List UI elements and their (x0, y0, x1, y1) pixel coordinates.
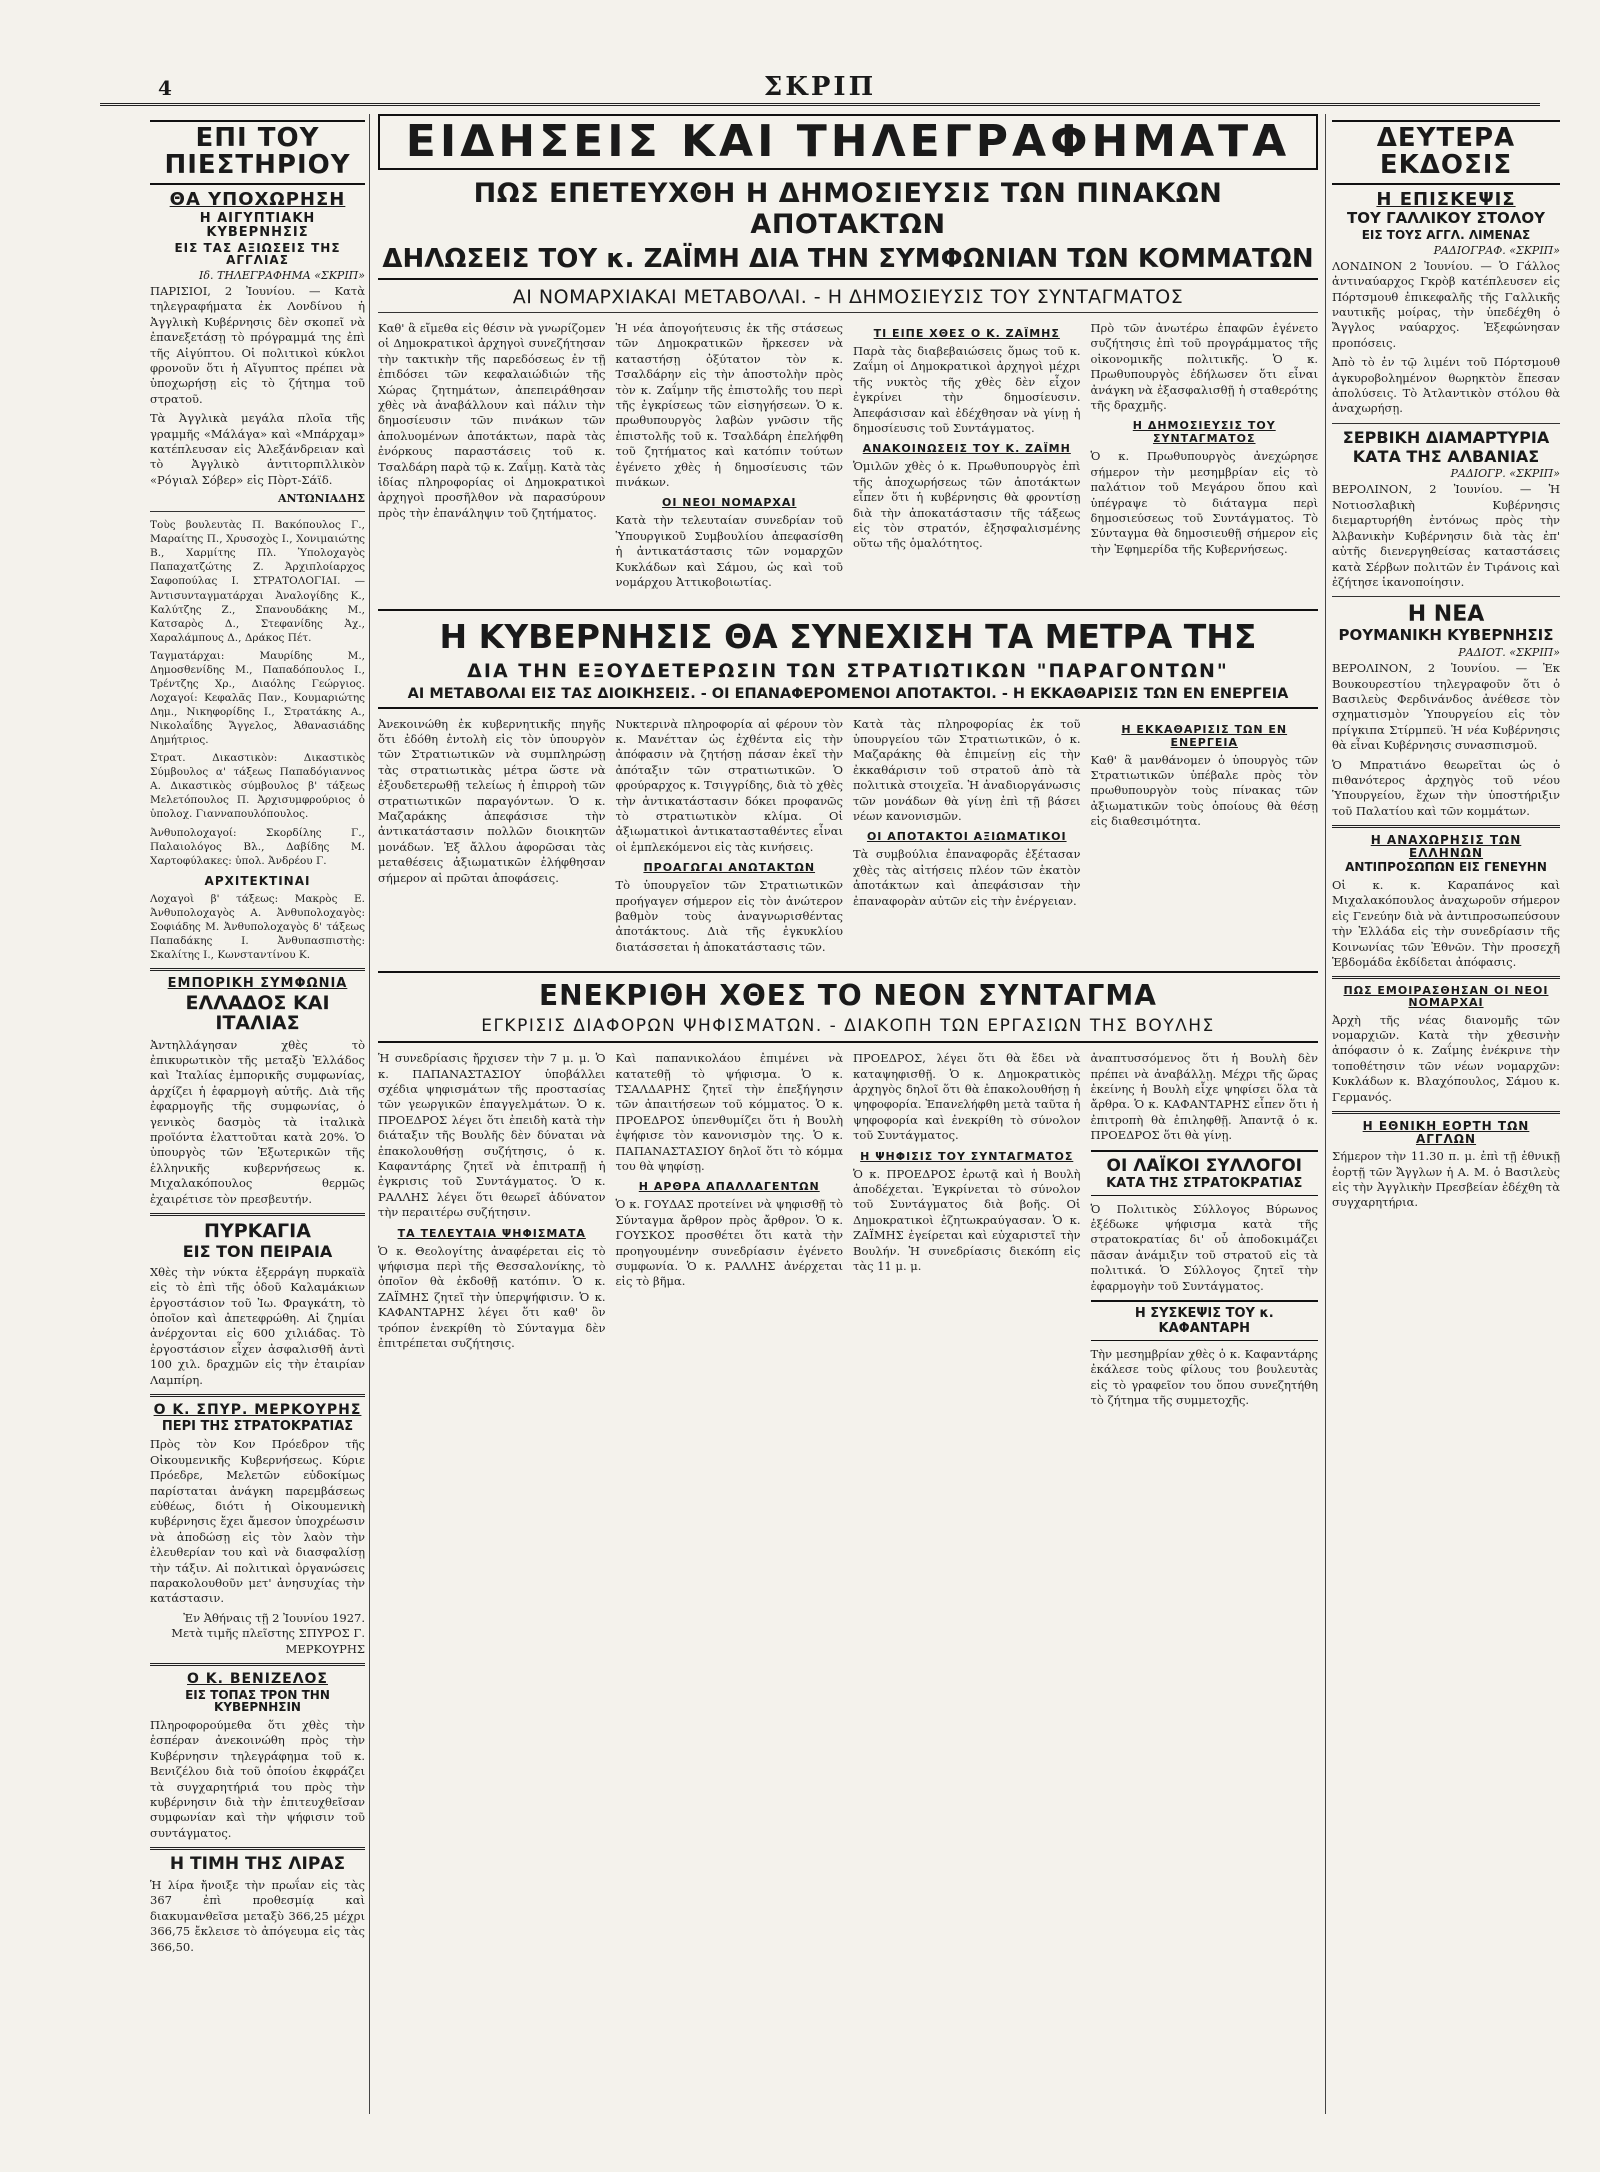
news-columns-2 (378, 717, 1318, 960)
signature: ΑΝΤΩΝΙΑΔΗΣ (277, 492, 365, 506)
fleet-headline-2: ΤΟΥ ΓΑΛΛΙΚΟΥ ΣΤΟΛΟΥ (1347, 209, 1545, 228)
dateline: Ιδ. ΤΗΛΕΓΡΑΦΗΜΑ «ΣΚΡΙΠ» (199, 268, 365, 282)
serbia-dateline: ΡΑΔΙΟΓΡ. «ΣΚΡΙΠ» (1450, 467, 1560, 481)
news-columns-3 (378, 1051, 1318, 1413)
promotions-text: Τὸ ὑπουργεῖον τῶν Στρατιωτικῶν προήγαγεν σήμερον εἰς τὸν ἀνώτερον βαθμὸν τοὺς ἀναγνωρισθέντας ἀποτάκτους. Διὰ τῆς ἐγκυκλίου διατάσσεται ἡ ἀποκατάστασις τῶν. (615, 878, 843, 954)
merkouris-text: Πρὸς τὸν Κον Πρόεδρον τῆς Οἰκουμενικῆς Κυβερνήσεως. Κύριε Πρόεδρε, Μελετῶν εὐδοκίμως παρίσταται ἀνάγκη παρεμβάσεως εὐθέως, διότι ἡ Οἰκουμενικὴ κυβέρνησις ἔχει ἄμεσον ὑποχρέωσιν νὰ ἀποδώσῃ εἰς τὸν λαὸν τὴν ἐλευθερίαν του καὶ νὰ διασφαλίσῃ τὴν τάξιν. Αἱ πολιτικαὶ ὀργανώσεις παρακολουθοῦν μετ' ἀνησυχίας τὴν κατάστασιν. (150, 1437, 365, 1606)
merkouris-signature: Ἐν Ἀθήναις τῇ 2 Ἰουνίου 1927. Μετὰ τιμῆς πλεῖστης ΣΠΥΡΟΣ Γ. ΜΕΡΚΟΥΡΗΣ (171, 1610, 365, 1656)
articles-text: Ὁ κ. ΓΟΥΔΑΣ προτείνει νὰ ψηφισθῇ τὸ Σύνταγμα ἄρθρον πρὸς ἄρθρον. Ὁ κ. ΓΟΥΣΚΟΣ προσθέτει ὅτι κατὰ τὴν προηγουμένην συνεδρίασιν ἐγένετο συμφωνία. Ὁ κ. ΡΑΛΛΗΣ ἀνέρχεται εἰς τὸ βῆμα. (615, 1197, 843, 1289)
retired-officers-head: ΟΙ ΑΠΟΤΑΚΤΟΙ ΑΞΙΩΜΑΤΙΚΟΙ (866, 830, 1067, 844)
rubric-second-edition: ΔΕΥΤΕΡΑ ΕΚΔΟΣΙΣ (1332, 120, 1560, 185)
kafantaris-text: Τὴν μεσημβρίαν χθὲς ὁ κ. Καφαντάρης ἐκάλεσε τοὺς φίλους του βουλευτὰς εἰς τὸ γραφεῖον του ὅπου συνεζητήθη τὸ ζήτημα τῆς συμμετοχῆς. (1090, 1347, 1318, 1408)
fleet-text-1: ΛΟΝΔΙΝΟΝ 2 Ἰουνίου. — Ὁ Γάλλος ἀντιναύαρχος Γκρὸβ κατέπλευσεν εἰς Πόρτσμουθ ἐπικεφαλῆς τῆς Γαλλικῆς ναυτικῆς μοίρας, τὴν ὑπεδέχθη ὁ Ἄγγλος ναύαρχος. Ἐξεφώνησαν προπόσεις. (1332, 258, 1560, 350)
egypt-headline-1: ΘΑ ΥΠΟΧΩΡΗΣΗ (169, 188, 346, 210)
promotions-head: ΠΡΟΑΓΩΓΑΙ ΑΝΩΤΑΚΤΩΝ (643, 861, 816, 875)
serbia-headline-2: ΚΑΤΑ ΤΗΣ ΑΛΒΑΝΙΑΣ (1352, 446, 1540, 466)
prefects-headline: ΠΩΣ ΕΜΟΙΡΑΣΘΗΣΑΝ ΟΙ ΝΕΟΙ ΝΟΜΑΡΧΑΙ (1343, 984, 1549, 1009)
treaty-text: Ἀντηλλάγησαν χθὲς τὸ ἐπικυρωτικὸν τῆς μεταξὺ Ἑλλάδος καὶ Ἰταλίας ἐμπορικῆς συμφωνίας, ἀρχίζει ἡ ἐφαρμογὴ αὐτῆς. Διὰ τῆς ἐφαρμογῆς τῆς συμφωνίας, ὁ γενικὸς δασμὸς τὰ ἰταλικὰ προϊόντα ἐλαττοῦται κατὰ 20%. Ὁ ὑπουργὸς τῶν Ἐξωτερικῶν τῆς ἑλληνικῆς κυβερνήσεως κ. Μιχαλακόπουλος θερμῶς ἐχαιρέτισε τὸν πρεσβευτήν. (150, 1037, 365, 1206)
gov-text-2: Νυκτερινὰ πληροφορία αἱ φέρουν τὸν κ. Μανέτταν ὡς ἐχθέντα εἰς τὴν ἀπόφασιν νὰ ζητήσῃ πάσαν ἐκεῖ τὴν ἀπόταξιν τῶν στρατιωτικῶν. Ὁ φρούραρχος κ. Τσιγγρίδης, διὰ τὸ χθὲς τὴν ἀντικατάστασιν δόκει προφανῶς τὸ στρατιωτικὸν κλίμα. Οἱ ἀξιωματικοὶ ἀντικατασταθέντες εἶναι οἱ ἐμπλεκόμενοι εἰς τὰς κινήσεις. (615, 716, 843, 854)
fleet-dateline: ΡΑΔΙΟΓΡΑΦ. «ΣΚΡΙΠ» (1433, 243, 1560, 257)
treaty-headline: ΕΛΛΑΔΟΣ ΚΑΙ ΙΤΑΛΙΑΣ (185, 991, 330, 1034)
government-headline: Η ΚΥΒΕΡΝΗΣΙΣ ΘΑ ΣΥΝΕΧΙΣΗ ΤΑ ΜΕΤΡΑ ΤΗΣ (378, 609, 1318, 656)
zaimis-announce-text: Ὁμιλῶν χθὲς ὁ κ. Πρωθυπουργὸς ἐπὶ τῆς ἀποχωρήσεως τῶν ἀποτάκτων εἶπεν ὅτι ἡ κυβέρνησις θὰ φροντίσῃ διὰ τὴν ἀποκατάστασιν τῆς τάξεως εἰς τὸν στρατόν, ἐξησφαλισμένης οὕτω τῆς ὁμαλότητος. (853, 459, 1081, 551)
retired-officers-text: Τὰ συμβούλια ἐπαναφορᾶς ἐξέτασαν χθὲς τὰς αἰτήσεις πλέον τῶν ἑκατὸν ἀποτάκτων καὶ ἀπεφάσισαν τὴν ἐπαναφορὰν αὐτῶν εἰς τὴν ἐνέργειαν. (853, 847, 1081, 908)
zaimis-said-text: Παρὰ τὰς διαβεβαιώσεις ὅμως τοῦ κ. Ζαΐμη οἱ Δημοκρατικοὶ ἀρχηγοὶ μέχρι τῆς νυκτὸς τῆς χθὲς δὲν εἶχον ἐγκρίνει τὴν δημοσίευσιν. Ἀπεφάσισαν καὶ ἐδέχθησαν νὰ γίνῃ ἡ δημοσίευσις τοῦ Συντάγματος. (853, 344, 1081, 436)
promotions-text-3: Στρατ. Δικαστικὸν: Δικαστικὸς Σύμβουλος α' τάξεως Παπαδόγιαννος Α. Δικαστικὸς σύμβουλος β' τάξεως Μελετόπουλος Π. Ἀρχισυμφρούριος ὁ ὑπολοχ. Γιανναπουλόπουλος. (150, 752, 365, 821)
fire-text: Χθὲς τὴν νύκτα ἐξερράγη πυρκαϊὰ εἰς τὸ ἐπὶ τῆς ὁδοῦ Καλαμάκιων ἐργοστάσιον τοῦ Ἰω. Φραγκάτη, τὸ ὁποῖον καὶ ἀπετεφρώθη. Αἱ ζημίαι ἀνέρχονται εἰς 600 χιλιάδας. Τὸ ἐργοστάσιον εἶχεν ἀσφαλισθῆ ἀντὶ 100 χιλ. δραχμῶν εἰς τὴν ἐταιρίαν Λαμπίρη. (150, 1264, 365, 1387)
left-column (150, 114, 370, 2114)
page-number: 4 (158, 76, 172, 100)
festival-text: Σήμερον τὴν 11.30 π. μ. ἐπὶ τῇ ἐθνικῇ ἑορτῇ τῶν Ἄγγλων ἡ Α. Μ. ὁ Βασιλεὺς εἰς τὴν Ἀγγλικὴν Πρεσβείαν ἐδέχθη τὰ συγχαρητήρια. (1332, 1149, 1560, 1210)
fire-kicker: ΠΥΡΚΑΓΙΑ (204, 1220, 311, 1243)
constitution-subheadline: ΕΓΚΡΙΣΙΣ ΔΙΑΦΟΡΩΝ ΨΗΦΙΣΜΑΤΩΝ. - ΔΙΑΚΟΠΗ ΤΩΝ ΕΡΓΑΣΙΩΝ ΤΗΣ ΒΟΥΛΗΣ (378, 1016, 1318, 1043)
geneva-headline-2: ΑΝΤΙΠΡΟΣΩΠΩΝ ΕΙΣ ΓΕΝΕΥΗΝ (1345, 860, 1547, 875)
geneva-text: Οἱ κ. κ. Καραπάνος καὶ Μιχαλακόπουλος ἀναχωροῦν σήμερον εἰς Γενεύην διὰ νὰ ἀντιπροσωπεύσουν τὴν Ἑλλάδα εἰς τὴν συνεδρίασιν τῆς Κοινωνίας τῶν Ἐθνῶν. Τὴν προσεχῆ Ἑβδομάδα ἐκδίδεται ἀπόφασις. (1332, 878, 1560, 970)
fire-headline: ΕΙΣ ΤΟΝ ΠΕΙΡΑΙΑ (182, 1241, 333, 1261)
venizelos-text: Πληροφορούμεθα ὅτι χθὲς τὴν ἑσπέραν ἀνεκοινώθη πρὸς τὴν Κυβέρνησιν τηλεγράφημα τοῦ κ. Βενιζέλου διὰ τοῦ ὁποίου ἐκφράζει τὰ συγχαρητήριά του πρὸς τὴν κυβέρνησιν διὰ τὴν ἐπιτευχθεῖσαν συμφωνίαν καὶ τὴν ψήφισιν τοῦ συντάγματος. (150, 1717, 365, 1840)
headline-1: ΠΩΣ ΕΠΕΤΕΥΧΘΗ Η ΔΗΜΟΣΙΕΥΣΙΣ ΤΩΝ ΠΙΝΑΚΩΝ ΑΠΟΤΑΚΤΩΝ (473, 178, 1223, 240)
egypt-text-1: ΠΑΡΙΣΙΟΙ, 2 Ἰουνίου. — Κατὰ τηλεγραφήματα ἐκ Λονδίνου ἡ Ἀγγλικὴ Κυβέρνησις δὲν σκοπεῖ νὰ ἐπανεξετάσῃ τὸ πρόγραμμά της ἐπὶ τῆς Αἰγύπτου. Οἱ πολιτικοὶ κύκλοι φρονοῦν ὅτι ἡ Αἴγυπτος πρέπει νὰ ὑποχωρήσῃ εἰς τὸ ζήτημα τοῦ στρατοῦ. (150, 283, 365, 406)
treaty-kicker: ΕΜΠΟΡΙΚΗ ΣΥΜΦΩΝΙΑ (167, 976, 348, 992)
last-resolutions-text: Ὁ κ. Θεολογίτης ἀναφέρεται εἰς τὸ ψήφισμα περὶ τῆς Θεσσαλονίκης, τὸ ὁποῖον θὰ ἐκδοθῇ κατόπιν. Ὁ κ. ΖΑΪΜΗΣ ζητεῖ τὴν ὑπερψήφισιν. Ὁ κ. ΚΑΦΑΝΤΑΡΗΣ λέγει ὅτι καθ' ὃν τρόπον ἐνεκρίθη τὸ Σύνταγμα δὲν ἐπιτρέπεται συζήτησις. (378, 1243, 606, 1351)
vote-text: Ὁ κ. ΠΡΟΕΔΡΟΣ ἐρωτᾷ καὶ ἡ Βουλὴ ἀποδέχεται. Ἐγκρίνεται τὸ σύνολον τοῦ Συντάγματος διὰ βοῆς. Οἱ Δημοκρατικοὶ ἐζητωκραύγασαν. Ὁ κ. ΖΑΪΜΗΣ ἐγείρεται καὶ εὐχαριστεῖ τὴν Βουλήν. Ἡ συνεδρίασις διεκόπη εἰς τὰς 11 μ. μ. (853, 1166, 1081, 1274)
articles-head: Η ΑΡΘΡΑ ΑΠΑΛΛΑΓΕΝΤΩΝ (638, 1180, 820, 1194)
constitution-publication-head: Η ΔΗΜΟΣΙΕΥΣΙΣ ΤΟΥ ΣΥΝΤΑΓΜΑΤΟΣ (1132, 419, 1276, 446)
new-prefects-head: ΟΙ ΝΕΟΙ ΝΟΜΑΡΧΑΙ (662, 496, 797, 510)
architects-text: Λοχαγοὶ β' τάξεως: Μακρὸς Ε. Ἀνθυπολοχαγὸς Α. Ἀνθυπολοχαγὸς: Σοφιάδης Μ. Ἀνθυπολοχαγὸς δ' τάξεως Παπαδάκης Ι. Ἀνθυπασπιστὴς: Σκαλίτης Ι., Κωνσταντίνου Κ. (150, 892, 365, 961)
gov-text-1: Ἀνεκοινώθη ἐκ κυβερνητικῆς πηγῆς ὅτι ἐδόθη ἐντολὴ εἰς τὸν ὑπουργὸν τῶν Στρατιωτικῶν νὰ συμπληρώσῃ τὰς στρατιωτικὰς μέτρα ὥστε νὰ ἐξουδετερωθῇ τελείως ἡ ἐπιρροὴ τῶν στρατιωτικῶν παραγόντων. Ὁ κ. Μαζαράκης ἀπεφάσισε τὴν ἀντικατάστασιν πολλῶν διοικητῶν μονάδων. Ἐξ ἄλλου ἀφορῶσαι τὰς μεταθέσεις ἀξιωματικῶν ἐλήφθησαν σήμερον αἱ πρῶται ἀποφάσεις. (378, 716, 606, 885)
headline-2: ΔΗΛΩΣΕΙΣ ΤΟΥ κ. ΖΑΪΜΗ ΔΙΑ ΤΗΝ ΣΥΜΦΩΝΙΑΝ ΤΩΝ ΚΟΜΜΑΤΩΝ (378, 244, 1318, 280)
clubs-head (1091, 1150, 1319, 1196)
session-text-4: ἀναπτυσσόμενος ὅτι ἡ Βουλὴ δὲν πρέπει νὰ ἀναβάλλῃ. Μέχρι τῆς ὥρας ἐκείνης ἡ Βουλὴ εἶχε ψηφίσει ὅλα τὰ ἄρθρα. Ὁ κ. ΚΑΦΑΝΤΑΡΗΣ εἶπεν ὅτι ἡ ἐπιτροπὴ θὰ ἐπιληφθῇ. Ἀπαντᾷ ὁ κ. ΠΡΟΕΔΡΟΣ ὅτι θὰ γίνῃ. (1090, 1051, 1318, 1143)
last-resolutions-head: ΤΑ ΤΕΛΕΥΤΑΙΑ ΨΗΦΙΣΜΑΤΑ (397, 1226, 586, 1240)
vote-head: Η ΨΗΦΙΣΙΣ ΤΟΥ ΣΥΝΤΑΓΜΑΤΟΣ (860, 1149, 1074, 1163)
clubs-head-2: ΚΑΤΑ ΤΗΣ ΣΤΡΑΤΟΚΡΑΤΙΑΣ (1106, 1175, 1303, 1191)
merkouris-kicker: Ο Κ. ΣΠΥΡ. ΜΕΡΚΟΥΡΗΣ (153, 1402, 362, 1419)
promotions-text-2: Ταγματάρχαι: Μαυρίδης Μ., Δημοσθενίδης Μ., Παπαδόπουλος Ι., Τρέντζης Χρ., Διαόλης Γεώργιος. Λοχαγοί: Κεφαλᾶς Παν., Κουμαριώτης Δημ., Νικηφορίδης Ι., Στρατάκης Α., Νικολαΐδης Ἄγγελος, Ἀθανασιάδης Δημήτριος. (150, 649, 365, 747)
fleet-headline-1: Η ΕΠΙΣΚΕΨΙΣ (1376, 188, 1516, 210)
rubric-press: ΕΠΙ ΤΟΥ ΠΙΕΣΤΗΡΙΟΥ (150, 120, 365, 185)
egypt-headline-2: Η ΑΙΓΥΠΤΙΑΚΗ ΚΥΒΕΡΝΗΣΙΣ (199, 211, 316, 241)
newspaper-name: ΣΚΡΙΠ (763, 72, 877, 102)
news-text-a1: Καθ' ἃ εἴμεθα εἰς θέσιν νὰ γνωρίζομεν οἱ Δημοκρατικοὶ ἀρχηγοὶ συνεζήτησαν τὴν τακτικὴν τῆς παρεδόσεως ἐν τῇ ἐπιδόσει τῶν κεφαλαιώδιών τῆς Χώρας ζητημάτων, ἀπεπειράθησαν χθὲς νὰ ἀναβάλλουν καὶ πάλιν τὴν δημοσίευσιν τῶν πινάκων τῶν ἀπολυομένων ἀποτάκτων, παρὰ τὰς ἐνόρκους παραστάσεις τοῦ κ. Τσαλδάρη παρὰ τῷ κ. Ζαΐμῃ. Κατὰ τὰς ἰδίας πληροφορίας οἱ Δημοκρατικοὶ ἀρχηγοὶ προσῆλθον νὰ παρασύρουν πρὸς τὴν ἐπανάληψιν τοῦ ζητήματος. (378, 321, 606, 520)
session-text-1: Ἡ συνεδρίασις ἤρχισεν τὴν 7 μ. μ. Ὁ κ. ΠΑΠΑΝΑΣΤΑΣΙΟΥ ὑποβάλλει σχέδια ψηφισμάτων τῆς προστασίας τῶν γεωργικῶν ἐπαγγελμάτων. Ὁ κ. ΠΡΟΕΔΡΟΣ λέγει ὅτι ἐπειδὴ κατὰ τὴν διάταξιν τῆς Βουλῆς δὲν δύναται νὰ ἐπακολουθήσῃ συζήτησις, ὁ κ. Καφαντάρης ζητεῖ νὰ ἐπιτραπῇ ἡ ἐγκρισις τοῦ Συντάγματος. Ὁ κ. ΡΑΛΛΗΣ λέγει ὅτι θεωρεῖ ἀδύνατον τὴν περαιτέρω συζήτησιν. (378, 1051, 606, 1220)
kafantaris-head: Η ΣΥΣΚΕΨΙΣ ΤΟΥ κ. ΚΑΦΑΝΤΑΡΗ (1091, 1300, 1319, 1341)
purge-head: Η ΕΚΚΑΘΑΡΙΣΙΣ ΤΩΝ ΕΝ ΕΝΕΡΓΕΙΑ (1121, 722, 1288, 749)
romania-headline-1: Η ΝΕΑ (1407, 602, 1485, 628)
romania-dateline: ΡΑΔΙΟΤ. «ΣΚΡΙΠ» (1458, 646, 1560, 660)
constitution-headline: ΕΝΕΚΡΙΘΗ ΧΘΕΣ ΤΟ ΝΕΟΝ ΣΥΝΤΑΓΜΑ (378, 971, 1318, 1012)
fleet-text-2: Ἀπὸ τὸ ἐν τῷ λιμένι τοῦ Πόρτσμουθ ἀγκυροβολημένον θωρηκτὸν ἔπεσαν ἀπολύσεις. Τὸ Ἀτλαντικὸν στόλου θὰ ἀναχωρήσῃ. (1332, 355, 1560, 416)
right-column (1325, 114, 1560, 2114)
egypt-text-2: Τὰ Ἀγγλικὰ μεγάλα πλοῖα τῆς γραμμῆς «Μάλάγα» καὶ «Μπάρχαμ» κατέπλευσαν εἰς Ἀλεξάνδρειαν καὶ τὸ Ἀγγλικὸ ἀντιτορπιλλικὸν «Ρόγιαλ Σόβερ» εἰς Πὸρτ-Σάϊδ. (150, 411, 365, 487)
geneva-headline-1: Η ΑΝΑΧΩΡΗΣΙΣ ΤΩΝ ΕΛΛΗΝΩΝ (1370, 833, 1522, 860)
promotions-text-1: Τοὺς βουλευτὰς Π. Βακόπουλος Γ., Μαραίτης Π., Χρυσοχὸς Ι., Χονιμαιώτης Β., Χαρμίτης Πλ. Ὑπολοχαγὸς Παπαχατζώτης Ζ. Ἀρχιπλοίαρχος Σαφοπούλας Ι. ΣΤΡΑΤΟΛΟΓΙΑΙ. — Ἀντισυνταγματάρχαι Ἀναλογίδης Κ., Καλύτζης Ζ., Σπανουδάκης Μ., Κατσαρὸς Δ., Στεφανίδης Ἀχ., Χαραλάμπους Δ., Δράκος Πέτ. (150, 519, 365, 644)
romania-headline-2: ΡΟΥΜΑΝΙΚΗ ΚΥΒΕΡΝΗΣΙΣ (1338, 626, 1554, 645)
promotions-text-4: Ἀνθυπολοχαγοί: Σκορδίλης Γ., Παλαιολόγος Βλ., Δαβίδης Μ. Χαρτοφύλακες: ὑπολ. Ἀνδρέου Γ. (150, 826, 365, 867)
zaimis-announce-head: ΑΝΑΚΟΙΝΩΣΕΙΣ ΤΟΥ Κ. ΖΑΪΜΗ (862, 442, 1071, 456)
clubs-text: Ὁ Πολιτικὸς Σύλλογος Βύρωνος ἐξέδωκε ψήφισμα κατὰ τῆς στρατοκρατίας δι' οὗ ἀποδοκιμάζει πᾶσαν ἀνάμιξιν τοῦ στρατοῦ εἰς τὰ πολιτικά. Ὁ Σύλλογος ζητεῖ τὴν ἐφαρμογὴν τοῦ Συντάγματος. (1090, 1201, 1318, 1293)
prefects-text: Ἀρχὴ τῆς νέας διανομῆς τῶν νομαρχιῶν. Κατὰ τὴν χθεσινὴν ἀπόφασιν ὁ κ. Ζαΐμης ἐνέκρινε τὴν τοποθέτησιν τῶν νέων νομαρχῶν: Κυκλάδων κ. Βλαχόπουλος, Σάμου κ. Γερμανός. (1332, 1012, 1560, 1104)
romania-text-2: Ὁ Μπρατιάνο θεωρεῖται ὡς ὁ πιθανότερος ἀρχηγὸς τοῦ νέου Ὑπουργείου, ἔχων τὴν ὑποστήριξιν τοῦ Παλατίου καὶ τῶν κομμάτων. (1332, 757, 1560, 818)
purge-text: Καθ' ἃ μανθάνομεν ὁ ὑπουργὸς τῶν Στρατιωτικῶν ὑπέβαλε πρὸς τὸν πρωθυπουργὸν τοὺς πίνακας τῶν ἀξιωματικῶν τοὺς ὁποίους θὰ θέσῃ εἰς διαθεσιμότητα. (1090, 752, 1318, 829)
session-text-2: Καὶ παπανικολάου ἐπιμένει νὰ κατατεθῇ τὸ ψήφισμα. Ὁ κ. ΤΣΑΛΔΑΡΗΣ ζητεῖ τὴν ἐπεξήγησιν τῶν ἀπαιτήσεων τοῦ κόμματος. Ὁ κ. ΠΡΟΕΔΡΟΣ ὑπενθυμίζει ὅτι ἡ Βουλὴ ἐψήφισε τὸν κανονισμὸν της. Ὁ κ. ΠΑΠΑΝΑΣΤΑΣΙΟΥ δηλοῖ ὅτι τὸ κόμμα του θὰ ψηφίσῃ. (615, 1051, 843, 1174)
news-columns-1 (378, 321, 1318, 595)
zaimis-said-head: ΤΙ ΕΙΠΕ ΧΘΕΣ Ο Κ. ΖΑΪΜΗΣ (873, 327, 1060, 340)
festival-headline: Η ΕΘΝΙΚΗ ΕΟΡΤΗ ΤΩΝ ΑΓΓΛΩΝ (1362, 1118, 1530, 1146)
news-text-a4: Πρὸ τῶν ἀνωτέρω ἐπαφῶν ἐγένετο συζήτησις ἐπὶ τοῦ προγράμματος τῆς οἰκονομικῆς πολιτικῆς. Ὁ κ. Πρωθυπουργὸς ἐδήλωσεν ὅτι εἶναι ἀνάγκη νὰ ἐξασφαλισθῇ ἡ σταθερότης τῆς δραχμῆς. (1090, 321, 1318, 413)
session-text-3: ΠΡΟΕΔΡΟΣ, λέγει ὅτι θὰ ἔδει νὰ καταψηφισθῇ. Ὁ κ. Δημοκρατικὸς ἀρχηγὸς δηλοῖ ὅτι θὰ ἐπακολουθήσῃ ἡ ψηφοφορία. Ἐπανελήφθη μετὰ ταῦτα ἡ ψηφοφορία καὶ ἐνεκρίθη τὸ σύνολον τοῦ Συντάγματος. (853, 1051, 1081, 1143)
section-banner: ΕΙΔΗΣΕΙΣ ΚΑΙ ΤΗΛΕΓΡΑΦΗΜΑΤΑ (378, 114, 1318, 170)
new-prefects-text: Κατὰ τὴν τελευταίαν συνεδρίαν τοῦ Ὑπουργικοῦ Συμβουλίου ἀπεφασίσθη ἡ ἀντικατάστασις τῶν νομαρχῶν Κυκλάδων καὶ Σάμου, ὡς καὶ τοῦ νομάρχου Ἀττικοβοιωτίας. (615, 513, 843, 590)
fleet-headline-3: ΕΙΣ ΤΟΥΣ ΑΓΓΛ. ΛΙΜΕΝΑΣ (1361, 228, 1531, 243)
venizelos-headline: ΕΙΣ ΤΟΠΑΣ ΤΡΟΝ ΤΗΝ ΚΥΒΕΡΝΗΣΙΝ (185, 1687, 330, 1715)
constitution-publication-text: Ὁ κ. Πρωθυπουργὸς ἀνεχώρησε σήμερον τὴν μεσημβρίαν εἰς τὸ παλάτιον τοῦ Μεγάρου ὅπου καὶ ὑπέγραψε τὸ διάταγμα περὶ δημοσιεύσεως τοῦ Συντάγματος. Τὸ Σύνταγμα θὰ δημοσιευθῇ σήμερον εἰς τὴν Ἐφημερίδα τῆς Κυβερνήσεως. (1090, 449, 1318, 556)
merkouris-headline: ΠΕΡΙ ΤΗΣ ΣΤΡΑΤΟΚΡΑΤΙΑΣ (161, 1418, 354, 1434)
egypt-headline-3: ΕΙΣ ΤΑΣ ΑΞΙΩΣΕΙΣ ΤΗΣ ΑΓΓΛΙΑΣ (174, 240, 341, 268)
architects-heading: ΑΡΧΙΤΕΚΤΙΝΑΙ (204, 873, 311, 888)
government-deck: ΑΙ ΜΕΤΑΒΟΛΑΙ ΕΙΣ ΤΑΣ ΔΙΟΙΚΗΣΕΙΣ. - ΟΙ ΕΠΑΝΑΦΕΡΟΜΕΝΟΙ ΑΠΟΤΑΚΤΟΙ. - Η ΕΚΚΑΘΑΡΙΣΙΣ ΤΩΝ ΕΝ ΕΝΕΡΓΕΙΑ (378, 686, 1318, 709)
center-section (378, 114, 1318, 2114)
gov-text-3: Κατὰ τὰς πληροφορίας ἐκ τοῦ ὑπουργείου τῶν Στρατιωτικῶν, ὁ κ. Μαζαράκης θὰ ἐπιμείνῃ εἰς τὴν ἐκκαθάρισιν τοῦ στρατοῦ ἀπὸ τὰ πολιτικὰ στοιχεῖα. Ἡ ἀναδιοργάνωσις τῶν μονάδων θὰ γίνῃ ἐπὶ τῇ βάσει νέων κανονισμῶν. (853, 716, 1081, 823)
lira-text: Ἡ λίρα ἤνοιξε τὴν πρωΐαν εἰς τὰς 367 ἐπὶ προθεσμίᾳ καὶ διακυμανθεῖσα μεταξὺ 366,25 μέχρι 366,75 ἔκλεισε τὸ ἀπόγευμα εἰς τὰς 366,50. (150, 1878, 365, 1954)
masthead (100, 70, 1540, 106)
government-subheadline: ΔΙΑ ΤΗΝ ΕΞΟΥΔΕΤΕΡΩΣΙΝ ΤΩΝ ΣΤΡΑΤΙΩΤΙΚΩΝ "ΠΑΡΑΓΟΝΤΩΝ" (467, 659, 1229, 682)
news-text-a2: Ἡ νέα ἀπογοήτευσις ἐκ τῆς στάσεως τῶν Δημοκρατικῶν ἤρκεσεν νὰ καταστήσῃ ὀξύτατον τὸν κ. Τσαλδάρην εἰς τὴν ἀποστολὴν πρὸς τὸν κ. Ζαΐμην τῆς ἐπιστολῆς του περὶ τῆς ἐγκρίσεως τῶν εἰσηγήσεων. Ὁ κ. πρωθυπουργὸς λαβὼν γνῶσιν τῆς ἐπιστολῆς τοῦ κ. Τσαλδάρη ἐπελήφθη τοῦ ζητήματος καὶ κατόπιν τούτων ἐγένετο χθὲς ἡ δημοσίευσις τῶν πινάκων. (615, 321, 843, 490)
serbia-text: ΒΕΡΟΛΙΝΟΝ, 2 Ἰουνίου. — Ἡ Νοτιοσλαβικὴ Κυβέρνησις διεμαρτυρήθη ἐντόνως πρὸς τὴν Ἀλβανικὴν Κυβέρνησιν διὰ τὰς ἐπ' αὐτῆς διενεργηθείσας καταστάσεις κατὰ Σέρβων πολιτῶν ἐν Τιράνοις καὶ ἐζήτησε ἱκανοποίησιν. (1332, 482, 1560, 589)
lira-headline: Η ΤΙΜΗ ΤΗΣ ΛΙΡΑΣ (169, 1854, 346, 1875)
romania-text-1: ΒΕΡΟΛΙΝΟΝ, 2 Ἰουνίου. — Ἐκ Βουκουρεστίου τηλεγραφοῦν ὅτι ὁ Βασιλεὺς Φερδινάνδος ἀνέθεσε τὸν σχηματισμὸν Ὑπουργείου εἰς τὸν πρίγκιπα Στίρμπεϋ. Ἡ νέα Κυβέρνησις θὰ εἶναι Κυβέρνησις συνασπισμοῦ. (1332, 661, 1560, 753)
headline-3: ΑΙ ΝΟΜΑΡΧΙΑΚΑΙ ΜΕΤΑΒΟΛΑΙ. - Η ΔΗΜΟΣΙΕΥΣΙΣ ΤΟΥ ΣΥΝΤΑΓΜΑΤΟΣ (378, 286, 1318, 313)
venizelos-kicker: Ο Κ. ΒΕΝΙΖΕΛΟΣ (187, 1671, 328, 1688)
serbia-headline-1: ΣΕΡΒΙΚΗ ΔΙΑΜΑΡΤΥΡΙΑ (1342, 427, 1550, 447)
clubs-head-1: ΟΙ ΛΑΪΚΟΙ ΣΥΛΛΟΓΟΙ (1106, 1155, 1302, 1176)
